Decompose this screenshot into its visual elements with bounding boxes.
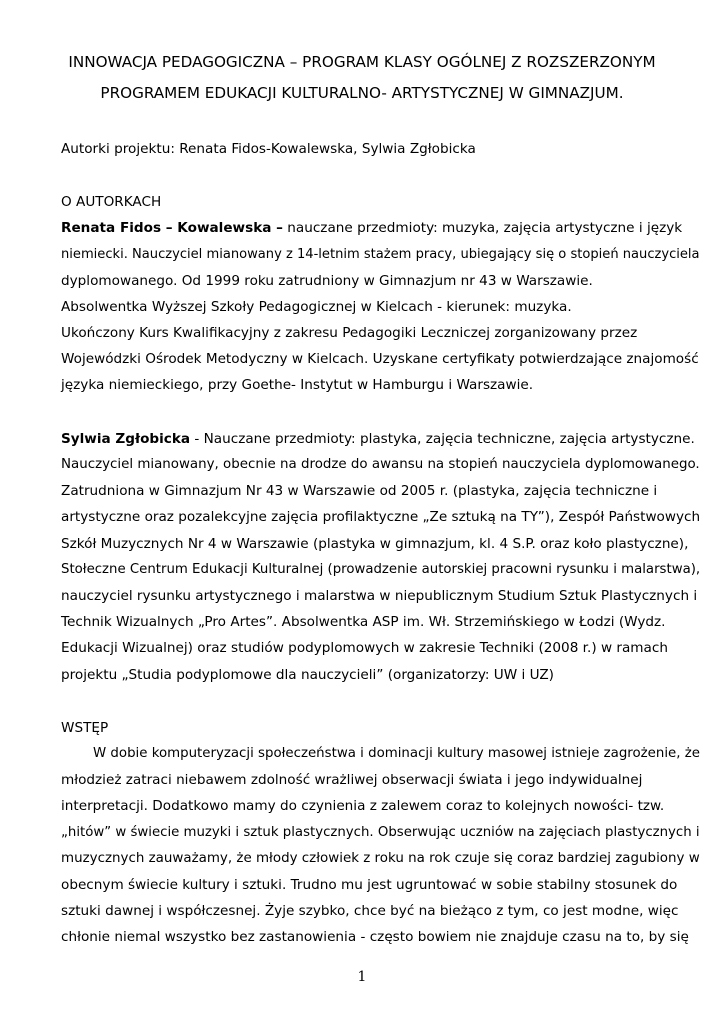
- author2-name: Sylwia Zgłobicka: [61, 431, 191, 447]
- author1-line: dyplomowanego. Od 1999 roku zatrudniony w Gimnazjum nr 43 w Warszawie.: [61, 273, 593, 289]
- author2-line: Szkół Muzycznych Nr 4 w Warszawie (plastyka w gimnazjum, kl. 4 S.P. oraz koło plastyczne),: [61, 536, 689, 552]
- author1-first-line: [61, 219, 682, 237]
- intro-line: sztuki dawnej i współczesnej. Żyje szybko, chce być na bieżąco z tym, co jest modne, więc: [61, 903, 679, 919]
- intro-heading: WSTĘP: [61, 720, 109, 736]
- intro-line: młodzież zatraci niebawem zdolność wrażliwej obserwacji świata i jego indywidualnej: [61, 772, 643, 788]
- author1-line: Wojewódzki Ośrodek Metodyczny w Kielcach. Uzyskane certyfikaty potwierdzające znajomość: [61, 351, 699, 367]
- author1-line: języka niemieckiego, przy Goethe- Instytut w Hamburgu i Warszawie.: [61, 377, 534, 393]
- author2-text: - Nauczane przedmioty: plastyka, zajęcia techniczne, zajęcia artystyczne.: [190, 431, 695, 447]
- intro-line: obecnym świecie kultury i sztuki. Trudno mu jest ugruntować w sobie stabilny stosunek do: [61, 877, 678, 893]
- intro-line: „hitów” w świecie muzyki i sztuk plastycznych. Obserwując uczniów na zajęciach plastycznych i: [61, 825, 700, 840]
- author2-line: Stołeczne Centrum Edukacji Kulturalnej (prowadzenie autorskiej pracowni rysunku i malarstwa),: [61, 562, 701, 577]
- author1-text: nauczane przedmioty: muzyka, zajęcia artystyczne i język: [282, 220, 683, 236]
- author1-line: niemiecki. Nauczyciel mianowany z 14-letnim stażem pracy, ubiegający się o stopień nauczyciela: [61, 247, 700, 262]
- intro-line: interpretacji. Dodatkowo mamy do czynienia z zalewem coraz to kolejnych nowości- tzw.: [61, 798, 665, 814]
- about-authors-heading: O AUTORKACH: [61, 194, 162, 210]
- author2-first-line: [61, 430, 695, 448]
- author2-line: Technik Wizualnych „Pro Artes”. Absolwentka ASP im. Wł. Strzemińskiego w Łodzi (Wydz.: [61, 614, 666, 630]
- page-number: 1: [357, 969, 367, 985]
- author1-line: Ukończony Kurs Kwalifikacyjny z zakresu Pedagogiki Leczniczej zorganizowany przez: [61, 325, 638, 341]
- author1-line: Absolwentka Wyższej Szkoły Pedagogicznej w Kielcach - kierunek: muzyka.: [61, 299, 572, 315]
- author2-line: Zatrudniona w Gimnazjum Nr 43 w Warszawie od 2005 r. (plastyka, zajęcia techniczne i: [61, 483, 658, 499]
- author2-line: Edukacji Wizualnej) oraz studiów podyplomowych w zakresie Techniki (2008 r.) w ramach: [61, 640, 668, 656]
- intro-line: muzycznych zauważamy, że młody człowiek z roku na rok czuje się coraz bardziej zagubiony w: [61, 851, 700, 866]
- author1-name: Renata Fidos – Kowalewska –: [61, 220, 283, 236]
- author2-line: nauczyciel rysunku artystycznego i malarstwa w niepublicznym Studium Sztuk Plastycznych i: [61, 588, 698, 604]
- author2-line: artystyczne oraz pozalekcyjne zajęcia profilaktyczne „Ze sztuką na TY”), Zespół Państwowych: [61, 509, 701, 525]
- intro-line: W dobie komputeryzacji społeczeństwa i dominacji kultury masowej istnieje zagrożenie, że: [93, 746, 700, 761]
- authors-line: Autorki projektu: Renata Fidos-Kowalewska, Sylwia Zgłobicka: [61, 141, 476, 157]
- author2-line: projektu „Studia podyplomowe dla nauczycieli” (organizatorzy: UW i UZ): [61, 667, 554, 683]
- document-title-line-1: INNOWACJA PEDAGOGICZNA – PROGRAM KLASY OGÓLNEJ Z ROZSZERZONYM: [68, 53, 656, 71]
- document-title-line-2: PROGRAMEM EDUKACJI KULTURALNO- ARTYSTYCZNEJ W GIMNAZJUM.: [100, 84, 624, 102]
- author2-line: Nauczyciel mianowany, obecnie na drodze do awansu na stopień nauczyciela dyplomowanego.: [61, 457, 700, 472]
- intro-line: chłonie niemal wszystko bez zastanowienia - często bowiem nie znajduje czasu na to, by się: [61, 929, 689, 945]
